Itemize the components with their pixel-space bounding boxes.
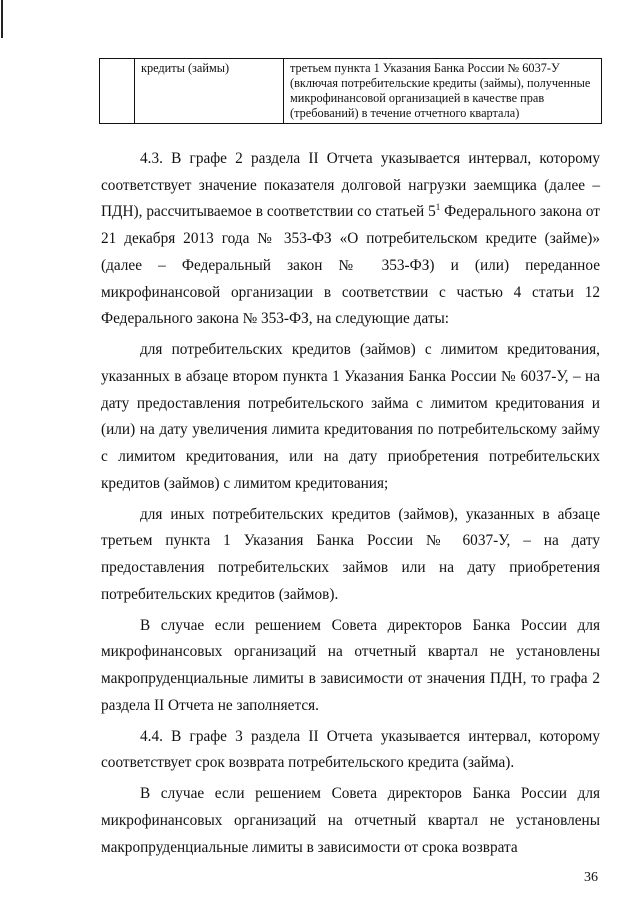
paragraph-4-3 [101,146,600,333]
paragraph-4-3-part-b: Федерального закона от 21 декабря 2013 года № 353-ФЗ «О потребительском кредите (займе)» (далее – Федеральный закон № 353-ФЗ) и (или) переданное микрофинансовой организации в соответствии с частью 4 статьи 12 Федерального закона № 353-ФЗ, на следующие даты: [101,203,600,328]
table-cell-description: третьем пункта 1 Указания Банка России № 6037-У (включая потребительские кредиты (займы), полученные микрофинансовой организацией в качестве прав (требований) в течение отчетного квартала) [284,59,602,124]
table-cell-number [100,59,135,124]
paragraph-4-4: 4.4. В графе 3 раздела II Отчета указывается интервал, которому соответствует срок возврата потребительского кредита (займа). [101,727,600,772]
page-number: 36 [584,870,598,885]
paragraph-pdn-not-filled: В случае если решением Совета директоров Банка России для микрофинансовых организаций на отчетный квартал не установлены макропруденциальные лимиты в зависимости от значения ПДН, то графа 2 раздела II Отчета не заполняется. [101,616,600,714]
body-text [101,146,600,865]
table-fragment [99,58,602,124]
paragraph-4-3-part-a: 4.3. В графе 2 раздела II Отчета указывается интервал, которому соответствует значение показателя долговой нагрузки заемщика (далее – ПДН), рассчитываемое в соответствии со статьей 5 [101,150,600,221]
table-row [100,59,602,124]
article-superscript: 1 [435,202,441,213]
paragraph-limit-loans: для потребительских кредитов (займов) с лимитом кредитования, указанных в абзаце втором пункта 1 Указания Банка России № 6037-У, – на дату предоставления потребительского займа с лимитом кредитования и (или) на дату увеличения лимита кредитования по потребительскому займу с лимитом кредитования, или на дату приобретения потребительских кредитов (займов) с лимитом кредитования; [101,341,600,492]
table-cell-category: кредиты (займы) [135,59,284,124]
paragraph-other-loans: для иных потребительских кредитов (займов), указанных в абзаце третьем пункта 1 Указания Банка России № 6037-У, – на дату предоставления потребительских займов или на дату приобретения потребительских кредитов (займов). [101,505,600,603]
paragraph-term-limits: В случае если решением Совета директоров Банка России для микрофинансовых организаций на отчетный квартал не установлены макропруденциальные лимиты в зависимости от срока возврата [101,785,600,856]
scan-edge-mark [1,0,3,38]
